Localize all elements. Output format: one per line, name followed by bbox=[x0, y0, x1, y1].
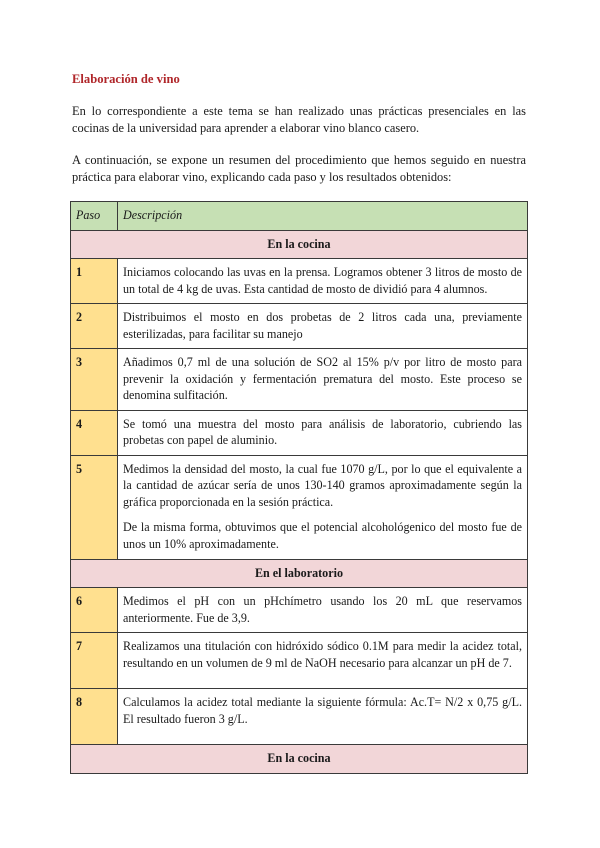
step-description: Se tomó una muestra del mosto para análisis de laboratorio, cubriendo las probetas con papel de aluminio. bbox=[118, 410, 528, 455]
intro-paragraph: En lo correspondiente a este tema se han realizado unas prácticas presenciales en las cocinas de la universidad para aprender a elaborar vino blanco casero. bbox=[72, 104, 526, 135]
section-lab: En el laboratorio bbox=[71, 559, 528, 588]
section-row bbox=[71, 559, 528, 588]
step-description bbox=[118, 455, 528, 559]
step-description: Distribuimos el mosto en dos probetas de 2 litros cada una, previamente esterilizadas, para facilitar su manejo bbox=[118, 304, 528, 349]
document-title: Elaboración de vino bbox=[72, 72, 180, 86]
step-description-paragraph: Medimos la densidad del mosto, la cual fue 1070 g/L, por lo que el equivalente a la cantidad de azúcar sería de unos 130-140 gramos aproximadamente según la gráfica proporcionada en la sesión práctica. bbox=[123, 461, 522, 509]
step-number: 4 bbox=[71, 410, 118, 455]
table-row bbox=[71, 259, 528, 304]
header-step: Paso bbox=[71, 202, 118, 231]
step-description-paragraph: De la misma forma, obtuvimos que el potencial alcohológenico del mosto fue de unos un 10% aproximadamente. bbox=[123, 520, 522, 551]
table-row bbox=[71, 633, 528, 689]
step-number: 3 bbox=[71, 349, 118, 411]
step-description: Medimos el pH con un pHchímetro usando los 20 mL que reservamos anteriormente. Fue de 3,9. bbox=[118, 588, 528, 633]
section-kitchen-1: En la cocina bbox=[71, 230, 528, 259]
table-row bbox=[71, 689, 528, 745]
step-description: Iniciamos colocando las uvas en la prensa. Logramos obtener 3 litros de mosto de un total de 4 kg de uvas. Esta cantidad de mosto de dividió para 4 alumnos. bbox=[118, 259, 528, 304]
table-row bbox=[71, 588, 528, 633]
step-description: Calculamos la acidez total mediante la siguiente fórmula: Ac.T= N/2 x 0,75 g/L. El resultado fueron 3 g/L. bbox=[118, 689, 528, 745]
step-number: 7 bbox=[71, 633, 118, 689]
step-number: 5 bbox=[71, 455, 118, 559]
section-row bbox=[71, 745, 528, 774]
step-number: 1 bbox=[71, 259, 118, 304]
table-row bbox=[71, 410, 528, 455]
table-header-row bbox=[71, 202, 528, 231]
lead-paragraph: A continuación, se expone un resumen del procedimiento que hemos seguido en nuestra práctica para elaborar vino, explicando cada paso y los resultados obtenidos: bbox=[72, 153, 526, 184]
section-row bbox=[71, 230, 528, 259]
header-description: Descripción bbox=[118, 202, 528, 231]
section-kitchen-2: En la cocina bbox=[71, 745, 528, 774]
step-number: 8 bbox=[71, 689, 118, 745]
step-number: 2 bbox=[71, 304, 118, 349]
table-row bbox=[71, 349, 528, 411]
step-description: Realizamos una titulación con hidróxido sódico 0.1M para medir la acidez total, resultando en un volumen de 9 ml de NaOH necesario para alcanzar un pH de 7. bbox=[118, 633, 528, 689]
table-row bbox=[71, 455, 528, 559]
step-description: Añadimos 0,7 ml de una solución de SO2 al 15% p/v por litro de mosto para prevenir la oxidación y fermentación prematura del mosto. Este proceso se denomina sulfitación. bbox=[118, 349, 528, 411]
procedure-table bbox=[70, 201, 528, 774]
step-number: 6 bbox=[71, 588, 118, 633]
table-row bbox=[71, 304, 528, 349]
